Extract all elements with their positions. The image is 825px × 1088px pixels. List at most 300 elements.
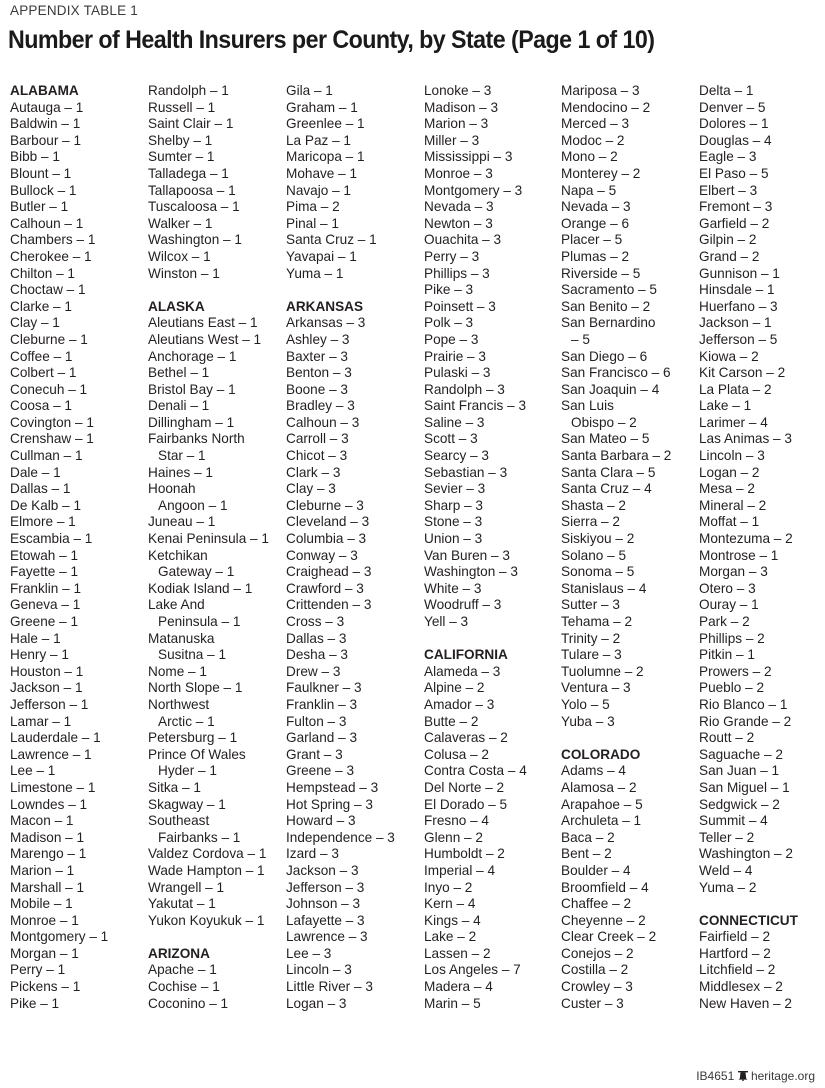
county-entry: Litchfield – 2 <box>699 962 776 978</box>
county-entry: Arapahoe – 5 <box>561 796 643 812</box>
county-entry: Montgomery – 3 <box>424 182 523 198</box>
county-entry: Baldwin – 1 <box>10 116 81 132</box>
county-entry: Cochise – 1 <box>148 979 220 995</box>
county-entry: Bent – 2 <box>561 846 612 862</box>
county-entry: Archuleta – 1 <box>561 813 642 829</box>
county-entry: Greenlee – 1 <box>286 116 365 132</box>
county-entry: Covington – 1 <box>10 414 94 430</box>
county-entry: Fayette – 1 <box>10 564 79 580</box>
county-entry: Coconino – 1 <box>148 995 229 1011</box>
county-entry: Tehama – 2 <box>561 614 633 629</box>
county-entry: Kern – 4 <box>424 896 476 912</box>
county-entry: Independence – 3 <box>286 829 395 845</box>
county-entry: Plumas – 2 <box>561 248 630 264</box>
county-entry: Lawrence – 3 <box>286 929 368 945</box>
county-entry: Cheyenne – 2 <box>561 912 646 928</box>
county-entry: Saint Francis – 3 <box>424 398 526 414</box>
county-entry: Hot Spring – 3 <box>286 796 373 812</box>
county-entry: Fremont – 3 <box>699 199 773 215</box>
county-entry: Gila – 1 <box>286 83 333 98</box>
county-entry: Johnson – 3 <box>286 896 361 912</box>
county-entry: Cleburne – 1 <box>10 331 88 347</box>
county-entry: Weld – 4 <box>699 862 753 878</box>
county-entry: Sonoma – 5 <box>561 564 635 580</box>
county-entry: Adams – 4 <box>561 763 626 779</box>
county-entry: Las Animas – 3 <box>699 431 792 447</box>
county-entry: Jackson – 1 <box>10 680 83 696</box>
county-entry: Yell – 3 <box>424 614 469 629</box>
county-entry: Lowndes – 1 <box>10 796 88 812</box>
county-entry: Siskiyou – 2 <box>561 531 635 547</box>
spacer <box>424 631 560 648</box>
county-entry: Wrangell – 1 <box>148 879 225 895</box>
county-entry: Lassen – 2 <box>424 945 491 961</box>
county-entry: Faulkner – 3 <box>286 680 362 696</box>
county-entry: Kings – 4 <box>424 912 481 928</box>
county-entry: San Diego – 6 <box>561 348 648 364</box>
county-entry: Izard – 3 <box>286 846 339 862</box>
county-entry: Phillips – 2 <box>699 630 765 646</box>
county-entry: Tulare – 3 <box>561 647 622 663</box>
county-entry: Rio Blanco – 1 <box>699 696 788 712</box>
county-entry: Santa Clara – 5 <box>561 464 656 480</box>
county-entry: Southeast <box>148 813 210 829</box>
county-entry: Morgan – 1 <box>10 945 79 961</box>
county-entry: Franklin – 3 <box>286 696 358 712</box>
county-entry-continuation: Angoon – 1 <box>158 497 228 513</box>
county-entry: Newton – 3 <box>424 215 493 231</box>
county-entry: Baxter – 3 <box>286 348 348 364</box>
county-entry: Chilton – 1 <box>10 265 75 281</box>
county-entry: Apache – 1 <box>148 962 217 978</box>
county-entry: Logan – 2 <box>699 464 760 480</box>
county-entry: Mendocino – 2 <box>561 99 651 115</box>
county-entry: Kiowa – 2 <box>699 348 759 364</box>
county-entry: Hoonah <box>148 481 196 497</box>
county-entry: Perry – 3 <box>424 248 480 264</box>
county-entry: Coffee – 1 <box>10 348 73 364</box>
county-entry: Jackson – 3 <box>286 862 359 878</box>
state-heading: CALIFORNIA <box>424 647 508 663</box>
county-entry: Geneva – 1 <box>10 597 81 613</box>
county-entry: Rio Grande – 2 <box>699 713 792 729</box>
county-entry: Drew – 3 <box>286 663 341 679</box>
county-entry: San Francisco – 6 <box>561 365 671 381</box>
county-entry: Tuscaloosa – 1 <box>148 199 240 215</box>
county-entry: Randolph – 3 <box>424 381 505 397</box>
county-entry: Santa Cruz – 4 <box>561 481 652 497</box>
county-entry: Kodiak Island – 1 <box>148 580 253 596</box>
county-entry: Cleveland – 3 <box>286 514 370 530</box>
county-entry: Hale – 1 <box>10 630 61 646</box>
county-entry: Cherokee – 1 <box>10 248 92 264</box>
county-entry: Ouray – 1 <box>699 597 759 613</box>
county-entry: Teller – 2 <box>699 829 755 845</box>
county-entry: Poinsett – 3 <box>424 298 496 314</box>
county-entry: Houston – 1 <box>10 663 84 679</box>
county-entry-continuation: Star – 1 <box>158 448 206 464</box>
county-entry: Henry – 1 <box>10 647 69 663</box>
county-entry: Petersburg – 1 <box>148 730 238 746</box>
county-entry: Greene – 3 <box>286 763 355 779</box>
county-entry: Crawford – 3 <box>286 580 364 596</box>
county-entry: Lincoln – 3 <box>699 448 765 464</box>
county-entry: Santa Barbara – 2 <box>561 448 672 464</box>
county-entry: Wade Hampton – 1 <box>148 862 265 878</box>
county-entry: Hempstead – 3 <box>286 779 379 795</box>
county-entry: El Dorado – 5 <box>424 796 508 812</box>
county-entry: Lafayette – 3 <box>286 912 365 928</box>
county-entry: Colbert – 1 <box>10 365 77 381</box>
state-heading: COLORADO <box>561 746 641 762</box>
county-entry: Sierra – 2 <box>561 514 620 530</box>
liberty-bell-icon <box>738 1071 748 1081</box>
county-entry: Limestone – 1 <box>10 779 96 795</box>
county-entry: Yuba – 3 <box>561 713 615 729</box>
county-entry: Saline – 3 <box>424 414 485 430</box>
county-entry: Stanislaus – 4 <box>561 580 647 596</box>
county-entry: Montrose – 1 <box>699 547 779 563</box>
county-entry: Boone – 3 <box>286 381 348 397</box>
county-entry: Larimer – 4 <box>699 414 768 430</box>
county-entry: Jefferson – 3 <box>286 879 365 895</box>
county-entry: Prowers – 2 <box>699 663 772 679</box>
county-entry: San Miguel – 1 <box>699 779 790 795</box>
county-entry: Chambers – 1 <box>10 232 96 248</box>
county-entry: North Slope – 1 <box>148 680 243 696</box>
county-entry: Del Norte – 2 <box>424 779 505 795</box>
county-entry: Kit Carson – 2 <box>699 365 786 381</box>
county-entry: El Paso – 5 <box>699 165 769 181</box>
county-entry: Garland – 3 <box>286 730 358 746</box>
county-entry: Pike – 3 <box>424 282 474 298</box>
county-entry: Denali – 1 <box>148 398 210 414</box>
county-entry: Greene – 1 <box>10 614 79 629</box>
county-entry: Van Buren – 3 <box>424 547 510 563</box>
county-entry: Logan – 3 <box>286 995 347 1011</box>
county-entry-continuation: Peninsula – 1 <box>158 614 241 629</box>
county-entry: Pope – 3 <box>424 331 479 347</box>
county-entry: Mohave – 1 <box>286 165 358 181</box>
county-entry: Sacramento – 5 <box>561 282 657 298</box>
county-entry: Colusa – 2 <box>424 746 489 762</box>
county-entry: Ventura – 3 <box>561 680 631 696</box>
county-entry: Matanuska <box>148 630 215 646</box>
county-entry: Washington – 1 <box>148 232 242 248</box>
county-entry: Phillips – 3 <box>424 265 490 281</box>
county-entry: Grant – 3 <box>286 746 343 762</box>
county-entry: Dallas – 1 <box>10 481 71 497</box>
spacer <box>148 929 284 946</box>
county-entry: Prairie – 3 <box>424 348 486 364</box>
table-label: APPENDIX TABLE 1 <box>10 3 139 18</box>
county-entry: Ketchikan <box>148 547 208 563</box>
county-entry: Park – 2 <box>699 614 750 629</box>
county-entry: Imperial – 4 <box>424 862 496 878</box>
county-entry: Madera – 4 <box>424 979 493 995</box>
county-entry: Lake – 1 <box>699 398 752 414</box>
county-entry: Inyo – 2 <box>424 879 473 895</box>
county-entry: Howard – 3 <box>286 813 356 829</box>
county-entry-continuation: Arctic – 1 <box>158 713 215 729</box>
county-entry: Walker – 1 <box>148 215 213 231</box>
county-entry: Yavapai – 1 <box>286 248 357 264</box>
county-entry: Kenai Peninsula – 1 <box>148 531 269 547</box>
county-entry: Chaffee – 2 <box>561 896 632 912</box>
county-entry: Choctaw – 1 <box>10 282 86 298</box>
county-entry: San Luis <box>561 398 614 414</box>
county-entry-continuation: Susitna – 1 <box>158 647 227 663</box>
county-entry: Prince Of Wales <box>148 746 246 762</box>
county-entry: Morgan – 3 <box>699 564 768 580</box>
county-entry: Elbert – 3 <box>699 182 758 198</box>
county-entry: Broomfield – 4 <box>561 879 649 895</box>
county-entry: Northwest <box>148 696 210 712</box>
county-entry: La Paz – 1 <box>286 132 351 148</box>
county-entry: Napa – 5 <box>561 182 617 198</box>
county-entry: Middlesex – 2 <box>699 979 783 995</box>
county-entry: Alpine – 2 <box>424 680 485 696</box>
county-entry: Valdez Cordova – 1 <box>148 846 267 862</box>
county-entry: Saguache – 2 <box>699 746 783 762</box>
county-entry: Hinsdale – 1 <box>699 282 775 298</box>
county-entry: Crittenden – 3 <box>286 597 372 613</box>
county-entry: Sebastian – 3 <box>424 464 508 480</box>
county-entry: Talladega – 1 <box>148 165 229 181</box>
county-entry: Coosa – 1 <box>10 398 72 414</box>
page-title: Number of Health Insurers per County, by State (Page 1 of 10) <box>8 26 655 54</box>
county-entry: Shelby – 1 <box>148 132 213 148</box>
county-entry: Navajo – 1 <box>286 182 351 198</box>
county-entry: Lawrence – 1 <box>10 746 92 762</box>
county-entry: Conway – 3 <box>286 547 358 563</box>
county-entry: Washington – 2 <box>699 846 793 862</box>
county-entry: Merced – 3 <box>561 116 630 132</box>
county-entry: Lauderdale – 1 <box>10 730 101 746</box>
column-6 <box>699 83 825 1012</box>
county-entry: Blount – 1 <box>10 165 72 181</box>
county-entry: Cross – 3 <box>286 614 345 629</box>
county-entry: Jefferson – 1 <box>10 696 89 712</box>
county-entry: Chicot – 3 <box>286 448 348 464</box>
county-entry: Marion – 1 <box>10 862 75 878</box>
county-entry: Fresno – 4 <box>424 813 489 829</box>
county-entry: Etowah – 1 <box>10 547 79 563</box>
county-entry: Crowley – 3 <box>561 979 633 995</box>
county-entry: Alameda – 3 <box>424 663 501 679</box>
report-code: IB4651 <box>696 1069 735 1083</box>
county-entry: Custer – 3 <box>561 995 624 1011</box>
county-entry: Calhoun – 1 <box>10 215 84 231</box>
county-entry: Escambia – 1 <box>10 531 93 547</box>
spacer <box>286 282 422 299</box>
county-entry: San Juan – 1 <box>699 763 780 779</box>
county-entry: Ouachita – 3 <box>424 232 502 248</box>
county-entry: Humboldt – 2 <box>424 846 505 862</box>
county-entry: Polk – 3 <box>424 315 474 331</box>
county-entry: Lake And <box>148 597 205 613</box>
county-entry: Huerfano – 3 <box>699 298 778 314</box>
county-entry: Grand – 2 <box>699 248 760 264</box>
county-entry: Anchorage – 1 <box>148 348 237 364</box>
county-entry: Nevada – 3 <box>561 199 631 215</box>
county-entry: Tallapoosa – 1 <box>148 182 236 198</box>
county-entry: Perry – 1 <box>10 962 66 978</box>
county-entry: Monroe – 1 <box>10 912 79 928</box>
county-entry: Columbia – 3 <box>286 531 367 547</box>
county-entry: Pima – 2 <box>286 199 340 215</box>
county-entry: Barbour – 1 <box>10 132 82 148</box>
county-entry: Clarke – 1 <box>10 298 72 314</box>
county-entry: Mono – 2 <box>561 149 618 165</box>
column-2 <box>148 83 284 1012</box>
county-entry: Dale – 1 <box>10 464 61 480</box>
column-5 <box>561 83 697 1012</box>
county-entry-continuation: – 5 <box>571 331 590 347</box>
county-entry: Graham – 1 <box>286 99 358 115</box>
county-entry: Madison – 3 <box>424 99 499 115</box>
county-entry: Crenshaw – 1 <box>10 431 94 447</box>
county-entry: Hartford – 2 <box>699 945 771 961</box>
county-entry: Juneau – 1 <box>148 514 216 530</box>
county-entry: Aleutians East – 1 <box>148 315 258 331</box>
county-entry: Mineral – 2 <box>699 497 767 513</box>
county-entry: Clark – 3 <box>286 464 341 480</box>
county-entry: Modoc – 2 <box>561 132 625 148</box>
county-entry: Yuma – 2 <box>699 879 757 895</box>
county-entry: San Bernardino <box>561 315 656 331</box>
county-entry: Calaveras – 2 <box>424 730 508 746</box>
county-entry: Yakutat – 1 <box>148 896 216 912</box>
county-entry: Stone – 3 <box>424 514 483 530</box>
county-entry-continuation: Gateway – 1 <box>158 564 235 580</box>
county-entry: Conecuh – 1 <box>10 381 88 397</box>
county-entry: Dillingham – 1 <box>148 414 235 430</box>
county-entry: Boulder – 4 <box>561 862 631 878</box>
county-entry: Gilpin – 2 <box>699 232 757 248</box>
county-entry: Contra Costa – 4 <box>424 763 527 779</box>
county-entry: New Haven – 2 <box>699 995 792 1011</box>
county-entry: Washington – 3 <box>424 564 518 580</box>
county-entry: Conejos – 2 <box>561 945 634 961</box>
county-entry: Amador – 3 <box>424 696 495 712</box>
county-entry: Delta – 1 <box>699 83 754 98</box>
county-entry: Ashley – 3 <box>286 331 350 347</box>
county-entry: Monroe – 3 <box>424 165 493 181</box>
column-4 <box>424 83 560 1012</box>
county-entry: Douglas – 4 <box>699 132 772 148</box>
county-entry: Pickens – 1 <box>10 979 81 995</box>
spacer <box>561 730 697 747</box>
county-entry: Glenn – 2 <box>424 829 483 845</box>
county-entry: Lonoke – 3 <box>424 83 492 98</box>
county-entry: Calhoun – 3 <box>286 414 360 430</box>
county-entry: Summit – 4 <box>699 813 768 829</box>
county-entry: Wilcox – 1 <box>148 248 211 264</box>
county-entry: Marion – 3 <box>424 116 489 132</box>
state-heading: ARKANSAS <box>286 298 364 314</box>
county-entry: Baca – 2 <box>561 829 615 845</box>
county-entry: Randolph – 1 <box>148 83 229 98</box>
county-entry: Bradley – 3 <box>286 398 355 414</box>
county-entry: Tuolumne – 2 <box>561 663 644 679</box>
county-entry: De Kalb – 1 <box>10 497 82 513</box>
county-entry: Arkansas – 3 <box>286 315 366 331</box>
county-entry: Scott – 3 <box>424 431 478 447</box>
county-entry: Sharp – 3 <box>424 497 483 513</box>
county-entry: Bullock – 1 <box>10 182 77 198</box>
county-entry: Pinal – 1 <box>286 215 339 231</box>
county-entry: Marshall – 1 <box>10 879 85 895</box>
county-entry: Trinity – 2 <box>561 630 621 646</box>
county-entry: Yuma – 1 <box>286 265 344 281</box>
county-entry-continuation: Obispo – 2 <box>571 414 637 430</box>
site-link[interactable]: heritage.org <box>750 1069 815 1083</box>
county-entry: Sedgwick – 2 <box>699 796 780 812</box>
county-entry: Los Angeles – 7 <box>424 962 521 978</box>
county-entry-continuation: Hyder – 1 <box>158 763 217 779</box>
county-entry: Searcy – 3 <box>424 448 489 464</box>
state-heading: ALABAMA <box>10 83 79 98</box>
county-entry: Desha – 3 <box>286 647 348 663</box>
county-entry: Nome – 1 <box>148 663 207 679</box>
county-entry: Eagle – 3 <box>699 149 757 165</box>
county-entry: San Benito – 2 <box>561 298 651 314</box>
county-entry: Garfield – 2 <box>699 215 770 231</box>
county-entry: Dallas – 3 <box>286 630 347 646</box>
county-entry: Placer – 5 <box>561 232 623 248</box>
county-entry: Pitkin – 1 <box>699 647 755 663</box>
county-entry: Jefferson – 5 <box>699 331 778 347</box>
county-entry: Solano – 5 <box>561 547 627 563</box>
county-entry: Orange – 6 <box>561 215 630 231</box>
column-1 <box>10 83 146 1012</box>
county-entry: Pike – 1 <box>10 995 60 1011</box>
county-entry: Skagway – 1 <box>148 796 226 812</box>
county-entry: Gunnison – 1 <box>699 265 780 281</box>
county-entry: Union – 3 <box>424 531 483 547</box>
county-entry: Mariposa – 3 <box>561 83 640 98</box>
state-heading: ARIZONA <box>148 945 210 961</box>
county-entry: Bethel – 1 <box>148 365 210 381</box>
spacer <box>699 896 825 913</box>
county-entry: Macon – 1 <box>10 813 74 829</box>
county-entry: Elmore – 1 <box>10 514 76 530</box>
county-entry: Santa Cruz – 1 <box>286 232 377 248</box>
county-entry: Cullman – 1 <box>10 448 83 464</box>
county-entry: Monterey – 2 <box>561 165 641 181</box>
county-entry: San Mateo – 5 <box>561 431 650 447</box>
county-entry: Montezuma – 2 <box>699 531 793 547</box>
county-entry: Lake – 2 <box>424 929 477 945</box>
county-entry: Riverside – 5 <box>561 265 641 281</box>
county-entry: Woodruff – 3 <box>424 597 502 613</box>
county-entry: Madison – 1 <box>10 829 85 845</box>
county-entry: Saint Clair – 1 <box>148 116 234 132</box>
county-entry: Butler – 1 <box>10 199 69 215</box>
county-entry: Mesa – 2 <box>699 481 755 497</box>
county-entry: Mobile – 1 <box>10 896 73 912</box>
state-heading: ALASKA <box>148 298 205 314</box>
county-entry: Clay – 3 <box>286 481 336 497</box>
county-entry: Pulaski – 3 <box>424 365 491 381</box>
spacer <box>148 282 284 299</box>
county-entry: Yukon Koyukuk – 1 <box>148 912 265 928</box>
county-entry: Marengo – 1 <box>10 846 87 862</box>
county-entry-continuation: Fairbanks – 1 <box>158 829 241 845</box>
county-entry: Costilla – 2 <box>561 962 629 978</box>
county-entry: Nevada – 3 <box>424 199 494 215</box>
